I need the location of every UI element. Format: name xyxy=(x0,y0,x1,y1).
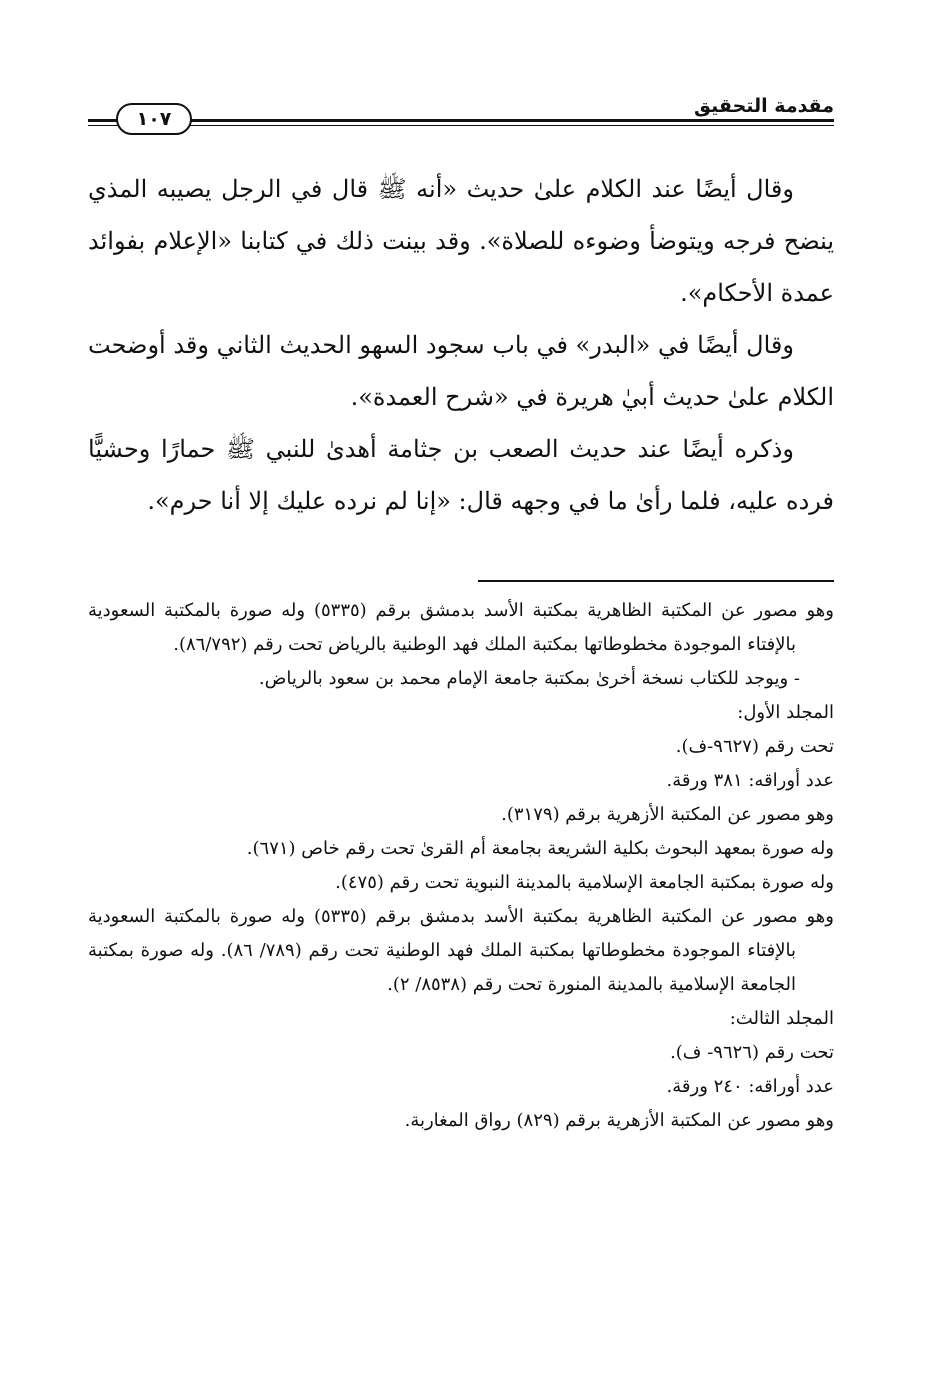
footnote-line: وله صورة بمعهد البحوث بكلية الشريعة بجامعة أم القرىٰ تحت رقم خاص (٦٧١). xyxy=(246,838,834,859)
footnote-line: عدد أوراقه: ٣٨١ ورقة. xyxy=(666,770,834,791)
main-text xyxy=(88,163,834,527)
footnote-line: - ويوجد للكتاب نسخة أخرىٰ بمكتبة جامعة الإمام محمد بن سعود بالرياض. xyxy=(258,668,800,689)
footnote-line: عدد أوراقه: ٢٤٠ ورقة. xyxy=(666,1076,834,1097)
running-title: مقدمة التحقيق xyxy=(694,95,834,117)
paragraph: وقال أيضًا عند الكلام علىٰ حديث «أنه ﷺ قال في الرجل يصيبه المذي ينضح فرجه ويتوضأ وضوءه للصلاة». وقد بينت ذلك في كتابنا «الإعلام بفوائد عمدة الأحكام». xyxy=(88,175,834,307)
footnote-line: تحت رقم (٩٦٢٧-ف). xyxy=(675,736,834,757)
footnote-line: المجلد الثالث: xyxy=(729,1008,834,1029)
header-rule-thick xyxy=(88,119,834,122)
footnote-line: تحت رقم (٩٦٢٦- ف). xyxy=(670,1042,834,1063)
paragraph: وقال أيضًا في «البدر» في باب سجود السهو الحديث الثاني وقد أوضحت الكلام علىٰ حديث أبيٰ هريرة في «شرح العمدة». xyxy=(88,331,834,411)
footnote-line: وهو مصور عن المكتبة الأزهرية برقم (٣١٧٩). xyxy=(501,804,834,825)
footnote-separator xyxy=(478,580,834,582)
page-header xyxy=(88,88,834,138)
header-rule-thin xyxy=(88,125,834,126)
footnote-line: وهو مصور عن المكتبة الأزهرية برقم (٨٢٩) رواق المغاربة. xyxy=(404,1110,834,1131)
paragraph: وذكره أيضًا عند حديث الصعب بن جثامة أهدىٰ للنبي ﷺ حمارًا وحشيًّا فرده عليه، فلما رأىٰ ما في وجهه قال: «إنا لم نرده عليك إلا أنا حرم». xyxy=(88,435,834,515)
footnote-line: وهو مصور عن المكتبة الظاهرية بمكتبة الأسد بدمشق برقم (٥٣٣٥) وله صورة بالمكتبة السعودية بالإفتاء الموجودة مخطوطاتها بمكتبة الملك فهد الوطنية بالرياض تحت رقم (٨٦/٧٩٢). xyxy=(88,600,834,655)
page-number: ١٠٧ xyxy=(116,103,192,135)
footnotes xyxy=(88,594,834,1138)
footnote-line: المجلد الأول: xyxy=(737,702,834,723)
footnote-line: وله صورة بمكتبة الجامعة الإسلامية بالمدينة النبوية تحت رقم (٤٧٥). xyxy=(335,872,834,893)
footnote-line: وهو مصور عن المكتبة الظاهرية بمكتبة الأسد بدمشق برقم (٥٣٣٥) وله صورة بالمكتبة السعودية بالإفتاء الموجودة مخطوطاتها بمكتبة الملك فهد الوطنية تحت رقم (٧٨٩/ ٨٦). وله صورة بمكتبة الجامعة الإسلامية بالمدينة المنورة تحت رقم (٨٥٣٨/ ٢). xyxy=(88,906,834,995)
